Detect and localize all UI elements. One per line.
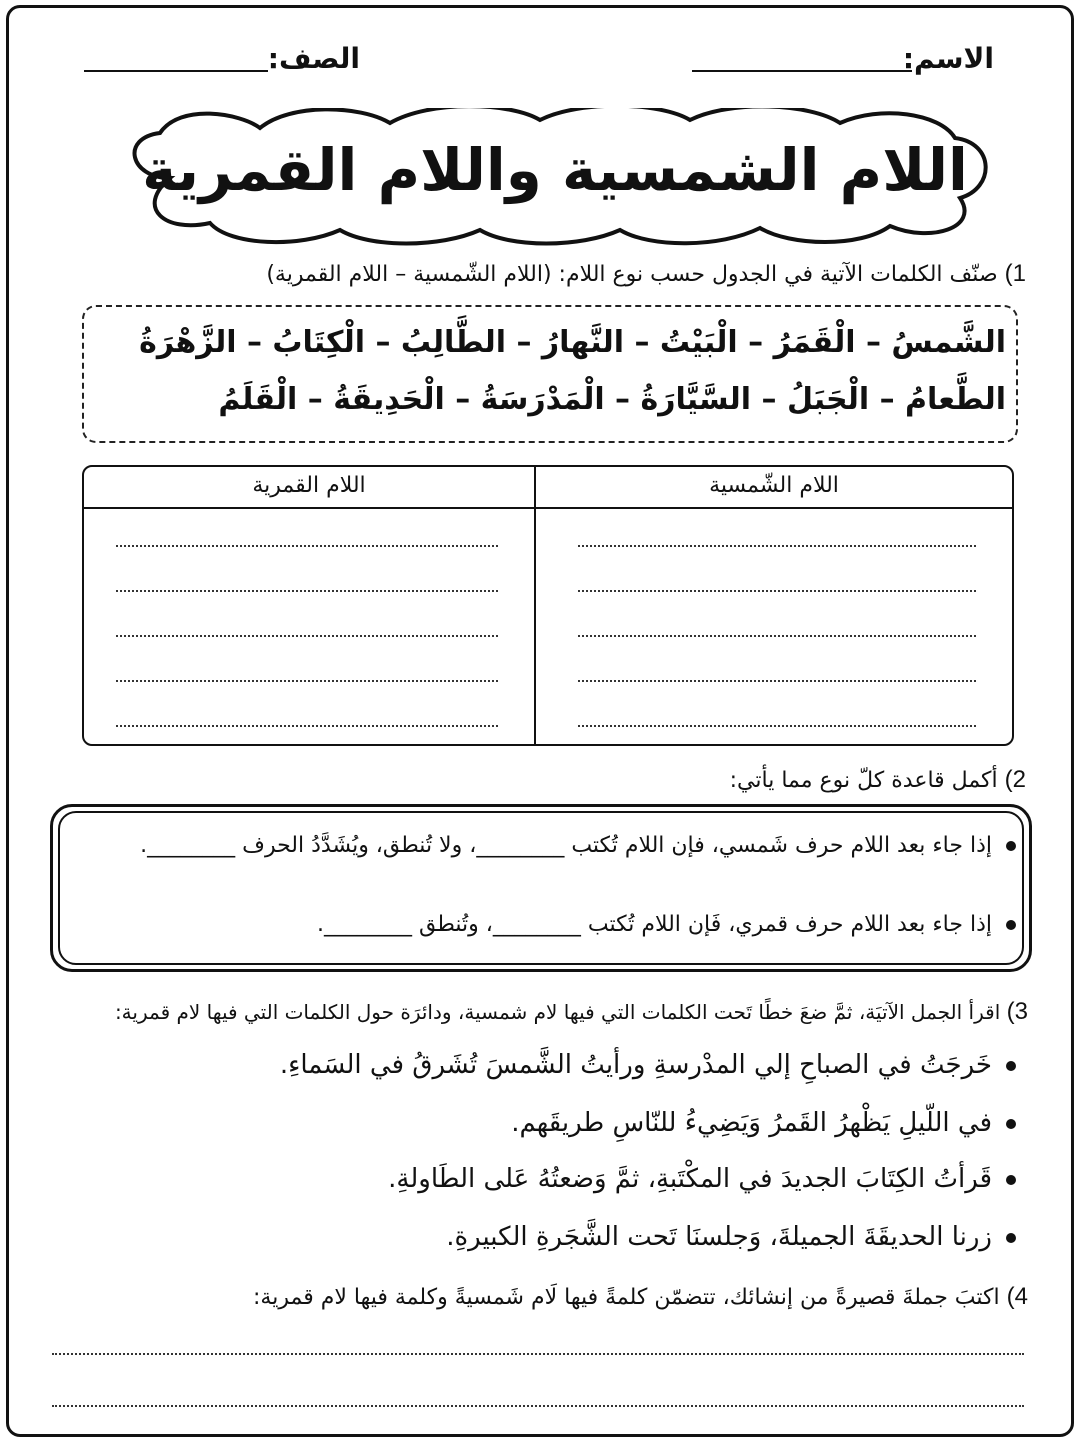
question-3-number: 3): [1006, 998, 1028, 1025]
writing-line[interactable]: [52, 1405, 1024, 1407]
question-3-text: اقرأ الجمل الآتيَة، ثمَّ ضعَ خطًا تَحت الكلمات التي فيها لام شمسية، ودائرَة حول الكلمات التي فيها لام قمرية:: [114, 1000, 1001, 1024]
name-label: الاسم:: [902, 42, 994, 75]
bullet-icon: [1006, 920, 1016, 930]
table-header-qamari: اللام القمرية: [252, 473, 366, 498]
qamari-answer-line[interactable]: [116, 635, 498, 637]
question-2: [730, 766, 1026, 794]
qamari-answer-line[interactable]: [116, 545, 498, 547]
bullet-icon: [1006, 1061, 1016, 1071]
sentence-item: [280, 1050, 1016, 1080]
table-header-shamsi: اللام الشّمسية: [709, 473, 839, 498]
bullet-icon: [1006, 1119, 1016, 1129]
question-1-text: صنّف الكلمات الآتية في الجدول حسب نوع اللام: (اللام الشّمسية – اللام القمرية): [266, 262, 998, 287]
sentence-text: في اللّيلِ يَظْهرُ القَمرُ وَيَضِيءُ للنّاسِ طريقَهم.: [511, 1108, 992, 1138]
sentence-text: خَرجَتُ في الصباحِ إلي المدْرسةِ ورأيتُ الشَّمسَ تُشَرقُ في السَماءِ.: [279, 1050, 992, 1080]
question-3: [115, 998, 1028, 1026]
question-1-number: 1): [1004, 260, 1026, 287]
sentence-item: [446, 1222, 1016, 1252]
question-4: [253, 1283, 1028, 1311]
class-label: الصف:: [267, 42, 360, 75]
question-1: [266, 260, 1026, 288]
qamari-answer-line[interactable]: [116, 590, 498, 592]
sentence-text: قَرأتُ الكِتَابَ الجديدَ في المكْتَبةِ، ثمَّ وَضعتُهُ عَلى الطَاولةِ.: [388, 1164, 992, 1194]
page-title: اللام الشمسية واللام القمرية: [142, 136, 968, 204]
rule-qamari-text: إذا جاء بعد اللام حرف قمري، فَإن اللام تُكتب ________، وتُنطق ________.: [316, 912, 992, 937]
shamsi-answer-line[interactable]: [578, 635, 976, 637]
rule-qamari: [317, 912, 1016, 937]
shamsi-answer-line[interactable]: [578, 725, 976, 727]
question-2-text: أكمل قاعدة كلّ نوع مما يأتي:: [729, 768, 998, 793]
shamsi-answer-line[interactable]: [578, 545, 976, 547]
question-4-text: اكتبَ جملةَ قصيرةً من إنشائك، تتضمّن كلمةً فيها لَام شَمسيةً وكلمة فيها لام قمرية:: [253, 1285, 1000, 1310]
qamari-answer-line[interactable]: [116, 725, 498, 727]
rule-shamsi-text: إذا جاء بعد اللام حرف شَمسي، فإن اللام تُكتب ________، ولا تُنطق، ويُشَدَّدُ الحرف ________.: [140, 833, 992, 858]
shamsi-answer-line[interactable]: [578, 590, 976, 592]
table-header-line: [82, 507, 1014, 509]
question-2-number: 2): [1004, 766, 1026, 793]
question-4-number: 4): [1006, 1283, 1028, 1310]
sentence-item: [388, 1164, 1016, 1194]
word-bank-line-1: الشَّمسُ – الْقَمَرُ – الْبَيْتُ – النَّهارُ – الطَّالِبُ – الْكِتَابُ – الزَّهْرَةُ: [139, 325, 1006, 360]
writing-line[interactable]: [52, 1353, 1024, 1355]
shamsi-answer-line[interactable]: [578, 680, 976, 682]
rule-shamsi: [140, 833, 1016, 858]
sentence-item: [511, 1108, 1016, 1138]
name-field[interactable]: [692, 70, 912, 72]
qamari-answer-line[interactable]: [116, 680, 498, 682]
bullet-icon: [1006, 1233, 1016, 1243]
word-bank-line-2: الطَّعامُ – الْجَبَلُ – السَّيَّارَةُ – الْمَدْرَسَةُ – الْحَدِيقَةُ – الْقَلَمُ: [218, 382, 1006, 417]
class-field[interactable]: [84, 70, 268, 72]
bullet-icon: [1006, 1175, 1016, 1185]
bullet-icon: [1006, 841, 1016, 851]
sentence-text: زرنا الحديقَةَ الجميلةَ، وَجلسنَا تَحت الشَّجَرةِ الكبيرةِ.: [446, 1222, 992, 1252]
